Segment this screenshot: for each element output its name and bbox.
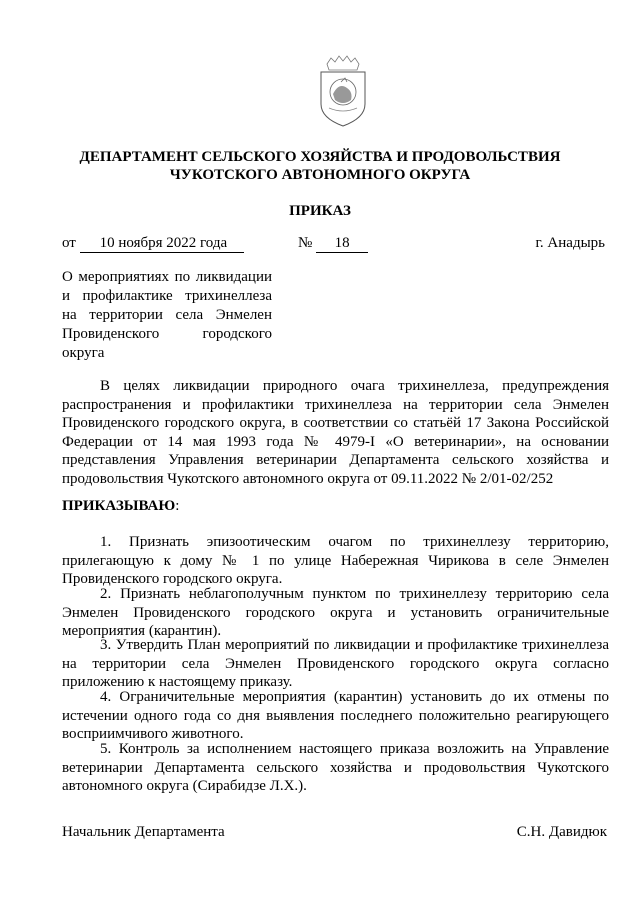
subject-line: округа — [62, 345, 105, 361]
number-label: № — [298, 235, 313, 251]
signatory-position: Начальник Департамента — [62, 824, 225, 840]
coat-of-arms-icon — [313, 52, 373, 132]
subject-line: и профилактике трихинеллеза — [62, 288, 272, 304]
order-item-5: 5. Контроль за исполнением настоящего приказа возложить на Управление ветеринарии Департамента сельского хозяйства и продовольствия Чукотского автономного округа (Сирабидзе Л.Х.). — [62, 741, 609, 794]
document-number: 18 — [316, 234, 368, 253]
date-row — [62, 234, 244, 253]
number-row — [298, 234, 368, 253]
order-item-4: 4. Ограничительные мероприятия (карантин) установить до их отмены по истечении одного года со дня выявления последнего положительно реагирующего восприимчивого животного. — [62, 689, 609, 742]
document-title: ПРИКАЗ — [289, 203, 351, 219]
from-label: от — [62, 235, 76, 251]
signatory-name: С.Н. Давидюк — [516, 824, 607, 840]
subject-line: на территории села Энмелен — [62, 307, 272, 323]
city: г. Анадырь — [535, 235, 605, 251]
order-item-1: 1. Признать эпизоотическим очагом по трихинеллезу территорию, прилегающую к дому № 1 по улице Набережная Чирикова в селе Энмелен Провиденского городского округа. — [62, 534, 609, 587]
preamble-paragraph: В целях ликвидации природного очага трихинеллеза, предупреждения распространения и профилактики трихинеллеза на территории села Энмелен Провиденского городского округа, в соответствии со статьёй 17 Закона Российской Федерации от 14 мая 1993 года № 4979-I «О ветеринарии», на основании представления Управления ветеринарии Департамента сельского хозяйства и продовольствия Чукотского автономного округа от 09.11.2022 № 2/01-02/252 — [62, 378, 609, 487]
department-line-1: ДЕПАРТАМЕНТ СЕЛЬСКОГО ХОЗЯЙСТВА И ПРОДОВОЛЬСТВИЯ — [79, 149, 561, 165]
subject-line: О мероприятиях по ликвидации — [62, 269, 272, 285]
order-keyword-colon: : — [175, 498, 180, 514]
order-keyword — [62, 497, 179, 515]
order-keyword-text: ПРИКАЗЫВАЮ — [62, 498, 176, 514]
subject-line: Провиденского городского — [62, 326, 272, 342]
document-subject — [62, 268, 272, 363]
department-line-2: ЧУКОТСКОГО АВТОНОМНОГО ОКРУГА — [169, 167, 471, 183]
order-item-3: 3. Утвердить План мероприятий по ликвидации и профилактике трихинеллеза на территории села Энмелен Провиденского городского округа согласно приложению к настоящему приказу. — [62, 637, 609, 690]
department-name — [40, 148, 600, 184]
order-item-2: 2. Признать неблагополучным пунктом по трихинеллезу территорию села Энмелен Провиденского городского округа и установить ограничительные мероприятия (карантин). — [62, 586, 609, 639]
document-date: 10 ноября 2022 года — [80, 234, 244, 253]
